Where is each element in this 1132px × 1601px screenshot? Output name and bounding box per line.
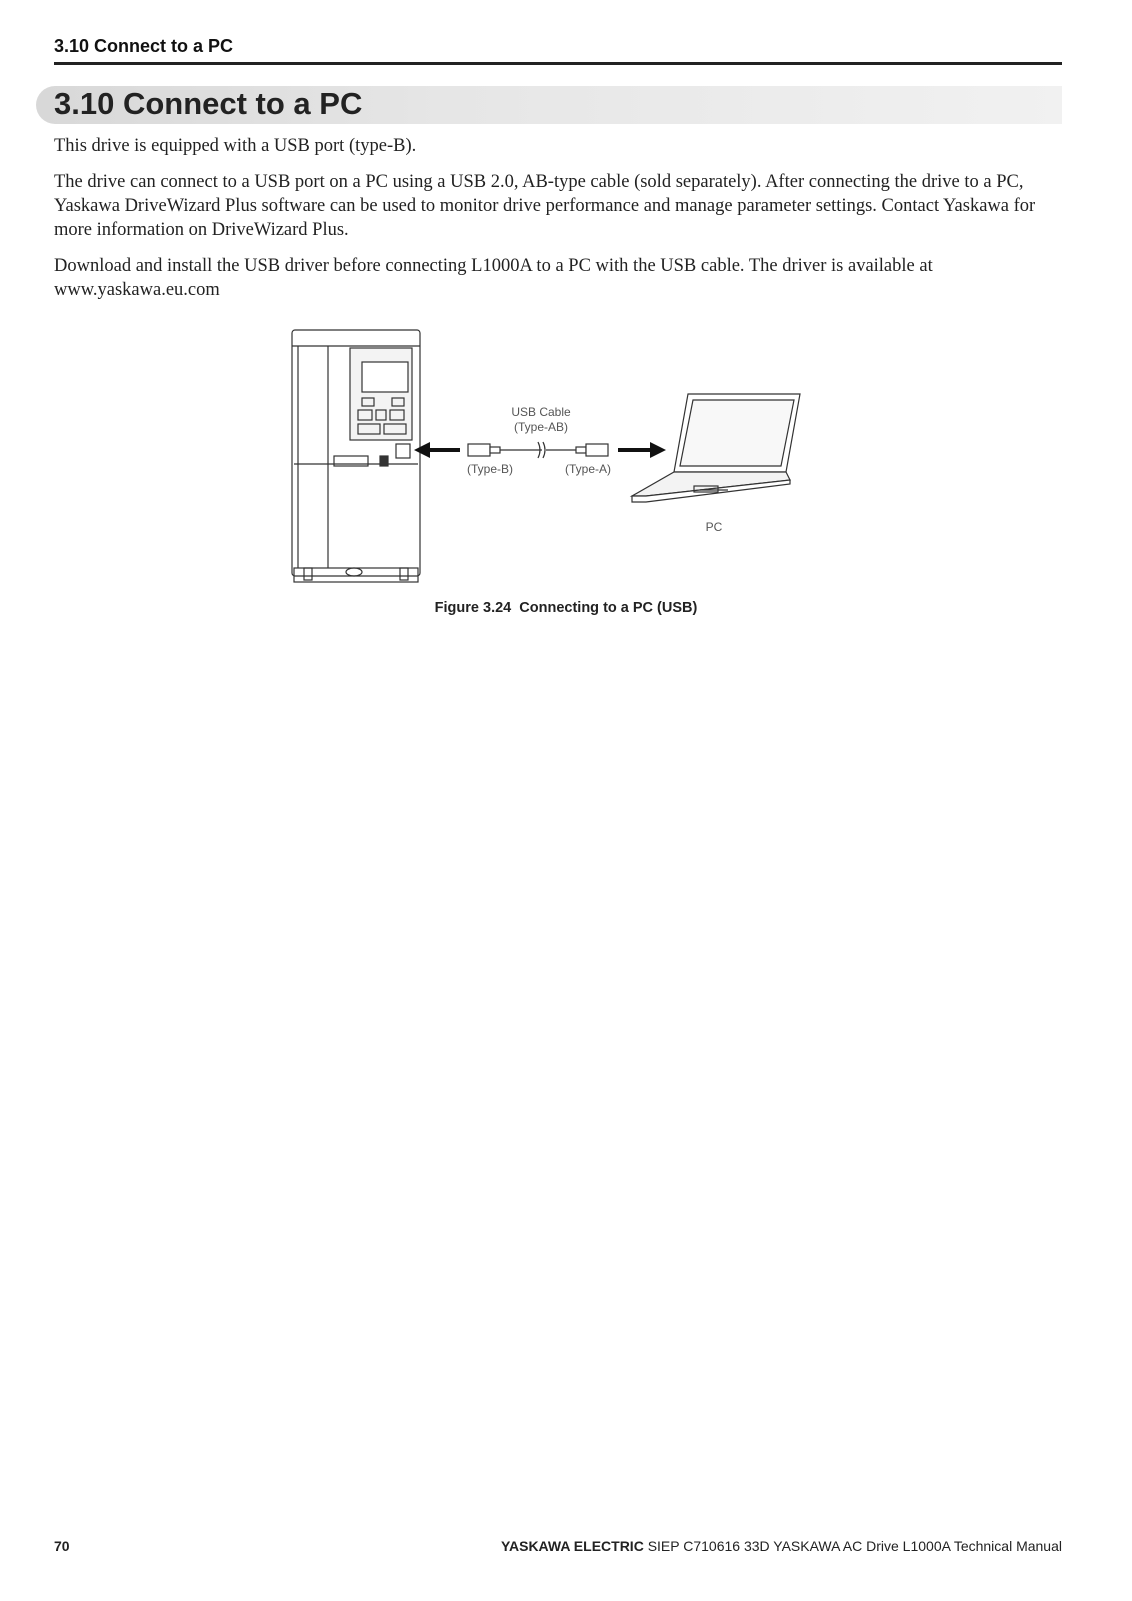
paragraph-usb-port: This drive is equipped with a USB port (type-B). (54, 136, 417, 156)
footer-brand: YASKAWA ELECTRIC (500, 1538, 644, 1554)
figure-caption-text: Connecting to a PC (USB) (519, 600, 698, 616)
plug-a-label: (Type-A) (564, 462, 612, 476)
usb-cable (468, 442, 608, 458)
paragraph-driver: Download and install the USB driver before connecting L1000A to a PC with the USB cable. The driver is available at www.yaskawa.eu.com (54, 256, 933, 300)
plug-b-label: (Type-B) (466, 462, 514, 476)
footer-doc-text: SIEP C710616 33D YASKAWA AC Drive L1000A Technical Manual (643, 1538, 1062, 1554)
drive-illustration (292, 330, 420, 582)
usb-connection-figure (280, 326, 820, 598)
page-number: 70 (54, 1538, 70, 1554)
running-header: 3.10 Connect to a PC (54, 36, 234, 56)
figure-caption (0, 600, 1132, 616)
cable-label-2: (Type-AB) (513, 420, 569, 434)
arrow-to-drive (414, 442, 460, 458)
footer-doc-info (501, 1538, 1062, 1554)
paragraph-connection: The drive can connect to a USB port on a PC using a USB 2.0, AB-type cable (sold separately). After connecting the drive to a PC, Yaskawa DriveWizard Plus software can be used to monitor drive performance and manage parameter settings. Contact Yaskawa for more information on DriveWizard Plus. (54, 172, 1036, 240)
figure-number: Figure 3.24 (434, 600, 512, 616)
header-rule (54, 62, 1062, 65)
arrow-to-pc (618, 442, 666, 458)
section-title: 3.10 Connect to a PC (54, 86, 363, 121)
pc-label: PC (705, 520, 723, 534)
cable-label-1: USB Cable (511, 405, 571, 419)
